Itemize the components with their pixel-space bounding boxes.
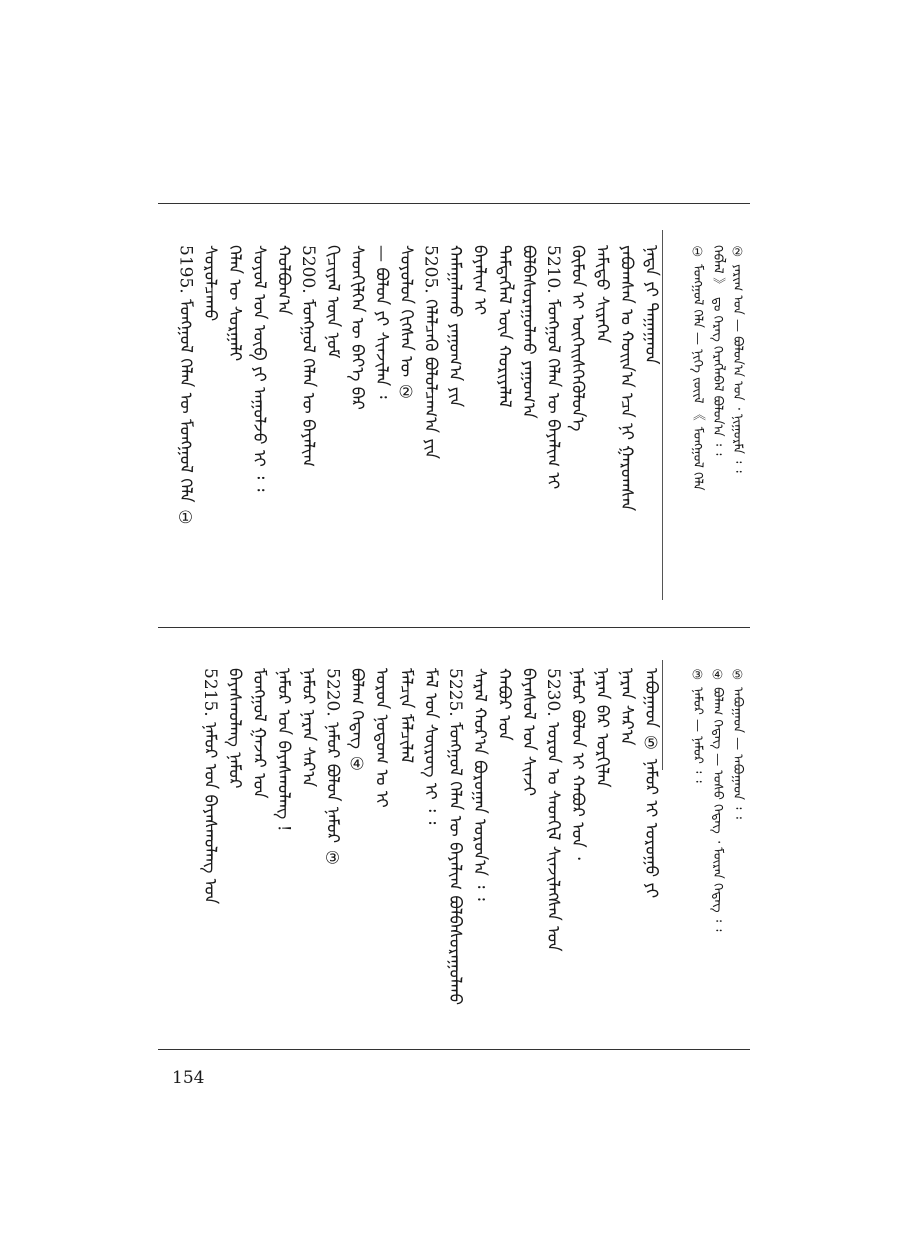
verse-line [420,668,442,824]
verse-line [224,245,246,361]
verse-line [444,245,466,407]
verse-line [175,245,197,528]
verse-line [224,668,246,789]
verse-line [591,668,613,788]
bottom-rule [158,1049,750,1050]
footnote-text: ③ ᠨᠠᠮᠤᠷ — ᠨᠠᠮᠤᠷ ᠄ ᠄ [690,668,705,783]
verse-text: ᠪᠤᠯᠠᠭ ᠭᠡᠳᠡᠭ ④ [347,668,367,775]
footnote-text: ② ᠶᠠᠷᠢᠭ ᠤᠨ — ᠪᠣᠯᠤᠨ᠎ᠠ ᠤᠨ ᠂ ᠨᠢᠭᠤᠷᠮᠠ ᠄ ᠄ [730,245,745,473]
verse-line [518,668,540,796]
verse-text: ᠮᠣᠩᠭᠣᠯ ᠬᠡᠯᠡᠨ ᠦ ᠪᠠᠶᠠᠯᠢᠭ ᠢ [543,299,563,490]
verse-line [542,668,564,952]
verse-line [469,245,491,315]
verse-text: ᠰᠣᠶᠣᠯ ᠤᠨ ᠦᠪ ᠶᠢ ᠠᠭᠤᠯᠵᠤ ᠢ ᠄ ᠄ [249,245,269,492]
verse-text: ᠪᠠᠶᠠᠰᠬᠤᠯᠠᠩ ᠨᠠᠮᠤᠷ [224,668,245,789]
verse-text: ᠬᠠᠮᠠᠭᠠᠯᠠᠬᠤ ᠶᠠᠭᠤᠭ᠎ᠠ ᠶᠢᠨ [445,245,465,408]
page-number: 154 [172,1068,205,1088]
verse-text: ᠠᠮᠢᠳᠤ ᠰᠢᠷᠡᠭᠡᠨ [592,245,612,344]
line-number: 5230. [543,668,563,723]
verse-line [322,668,344,869]
verse-text: ᠮᠣᠩᠭᠣᠯ ᠬᠡᠯᠡᠨ ᠦ ᠪᠠᠶᠠᠯᠢᠭ ᠪᠣᠯᠪᠠᠰᠤᠷᠠᠭᠤᠯᠬᠤ [445,722,465,1006]
line-number: 5220. [322,668,343,723]
verse-text: ᠨᠠᠮᠤᠷ ᠤᠨ ᠪᠠᠶᠠᠰᠬᠤᠯᠠᠩ ᠤᠨ [200,722,220,905]
verse-line [640,668,662,898]
verse-line [616,668,638,746]
line-number: 5205. [420,245,441,300]
verse-line [322,245,344,358]
verse-text: ᠨᠠᠮᠤᠷ ᠪᠣᠯᠤᠨ ᠢ ᠬᠠᠪᠤᠷ ᠤᠨ ᠂ [567,668,588,860]
verse-text: ᠨᠠᠮᠤᠷ ᠨᠠᠷᠠᠨ ᠰᠠᠷ᠎ᠠ [298,668,318,788]
verse-line [297,668,319,787]
verse-line [567,245,589,431]
verse-text: ᠬᠢᠴᠢᠶᠡᠯ ᠦᠨ ᠨᠣᠮ [322,245,343,359]
verse-text: ᠮᠠᠯ ᠤᠨ ᠰᠦᠷᠦᠭ ᠢ ᠄ ᠄ [420,668,441,825]
verse-text: ᠶᠠᠪᠤᠭᠰᠠᠨ ᠤ ᠬᠣᠢᠨ᠎ᠠ ᠡᠴᠡ ᠨᠢ ᠭᠠᠷᠤᠭᠰᠠᠨ [616,245,637,512]
verse-text: ᠮᠠᠯᠴᠢᠨ ᠮᠠᠯᠴᠢᠯᠠᠯ [396,668,416,764]
line-number: 5200. [298,245,318,300]
footnote-text: ⑤ ᠠᠪᠤᠭᠠᠳ — ᠠᠪᠤᠭᠠᠳ ᠄ ᠄ [730,668,745,819]
line-number: 5215. [200,668,220,723]
verse-line [469,668,491,901]
footnote-separator-upper [662,230,663,600]
footnote-text: ① ᠮᠣᠩᠭᠣᠯ ᠬᠡᠯᠡ — ᠨᠢᠭᠡ ᠵᠦᠢᠯ 《 ᠮᠣᠩᠭᠣᠯ ᠬᠡᠯᠡ [690,245,705,491]
verse-text: ᠪᠠᠶᠠᠯᠢᠭ ᠢ [469,245,490,316]
verse-text: ᠰᠣᠶᠣᠯᠤᠨ ᠬᠢᠭᠰᠡᠨ ᠦ ② [396,245,416,403]
middle-rule [158,627,750,628]
verse-line [395,668,417,763]
footnote [686,668,708,783]
verse-text: ᠠᠪᠤᠭᠠᠳ ⑤ ᠨᠠᠮᠤᠷ ᠢ ᠤᠷᠤᠭᠤ ᠶᠢ [641,668,661,899]
verse-text: ᠰᠠᠷᠠᠯ ᠬᠤᠷ᠎ᠠ ᠪᠣᠷᠤᠭᠠᠨ ᠤᠷᠤᠨ᠎ᠠ ᠄ ᠄ [469,668,490,901]
verse-line [420,245,442,459]
verse-line [248,668,270,799]
verse-line [297,245,319,467]
verse-text: ᠬᠣᠯᠪᠣᠭ᠎ᠠ [273,245,294,316]
verse-text: ᠮᠣᠩᠭᠣᠯ ᠭᠠᠵᠠᠷ ᠤᠨ [249,668,269,799]
verse-line [567,668,589,860]
verse-text: ᠣᠷᠣᠨ ᠨᠤᠲᠤᠭ ᠤ ᠢ [371,668,392,808]
verse-text: ᠬᠦᠮᠦᠨ ᠢ ᠦᠭᠡᠢᠰᠭᠡᠭᠦᠯᠦᠨ᠎ᠡ [567,245,588,432]
line-number: 5195. [175,245,196,300]
verse-text: ᠪᠠᠶᠠᠰᠤᠯ ᠤᠨ ᠰᠢᠨᠵᠢ [518,668,539,797]
verse-text: ᠬᠠᠪᠤᠷ ᠤᠨ [494,668,514,741]
verse-line [640,245,662,365]
verse-text: ᠣᠷᠣᠨ ᠤ ᠰᠡᠳᠬᠢᠯ ᠰᠢᠨᠵᠢᠯᠡᠭᠰᠡᠨ ᠤᠨ [543,722,563,952]
verse-text: ᠰᠡᠳᠬᠢᠯᠭᠡᠨ ᠦ ᠪᠡᠶ᠎ᠡ ᠪᠠᠷ [347,245,367,410]
verse-text: ᠨᠠᠮᠤᠷ ᠪᠣᠯᠤᠨ ᠨᠠᠮᠤᠷ ③ [322,722,343,869]
verse-text: ᠮᠣᠩᠭᠣᠯ ᠬᠡᠯᠡᠨ ᠦ ᠮᠣᠩᠭᠣᠯ ᠬᠡᠯᠡ ① [175,299,196,528]
verse-line [273,245,295,315]
verse-line [518,245,540,419]
verse-text: ᠬᠡᠯᠡᠯᠴᠡᠬᠦ ᠪᠣᠯᠤᠯᠴᠠᠭ᠎ᠠ ᠶᠢᠨ [420,299,441,459]
verse-line [616,245,638,511]
footnote [706,668,728,931]
verse-text: ᠮᠣᠩᠭᠣᠯ ᠬᠡᠯᠡᠨ ᠦ ᠪᠠᠶᠠᠯᠢᠭ [298,299,318,467]
footnote-separator-lower [662,660,663,770]
verse-text: — ᠪᠣᠯᠤᠨ ᠶᠢ ᠰᠢᠨᠵᠢᠯᠡᠨ ᠄ [371,245,392,399]
verse-line [199,668,221,904]
line-number: 5210. [543,245,563,300]
verse-line [395,245,417,403]
verse-line [542,245,564,489]
footnote [726,245,748,473]
verse-line [346,668,368,774]
verse-text: ᠰᠤᠷᠤᠯᠴᠠᠬᠤ [200,245,220,322]
verse-line [444,668,466,1005]
top-rule [158,203,750,204]
verse-line [371,245,393,398]
verse-line [273,668,295,832]
verse-text: ᠲᠡᠮᠳᠡᠭᠯᠡᠯ ᠦᠨ ᠬᠣᠷᠢᠶᠠᠯᠠᠯ [494,245,514,408]
verse-line [199,245,221,321]
verse-line [493,668,515,741]
footnote [726,668,748,819]
verse-text: ᠨᠠᠷᠠᠨ ᠰᠠᠷ᠎ᠠ [616,668,637,746]
footnote [706,245,728,455]
verse-text: ᠨᠠᠳᠠ ᠶᠢ ᠳᠠᠭᠠᠭᠠᠳ [641,245,661,365]
verse-line [591,245,613,343]
verse-text: ᠨᠠᠷᠠᠨ ᠪᠠᠷ ᠤᠷᠬᠢᠯᠠᠨ [592,668,612,788]
verse-text: ᠪᠣᠯᠪᠠᠰᠤᠷᠠᠭᠤᠯᠬᠤ ᠶᠠᠭᠤᠭ᠎ᠠ [518,245,539,419]
footnote-text: ᠬᠡᠪᠯᠡᠯ 》 ᠳᠤ ᠬᠡᠷᠡᠭ ᠬᠡᠷᠡᠭᠯᠡᠪᠡᠯ ᠪᠣᠯᠤᠨ᠎ᠠ ᠄ ᠄ [710,245,725,456]
verse-line [346,245,368,410]
footnote-text: ④ ᠪᠤᠯᠠᠭ ᠭᠡᠳᠡᠭ — ᠤᠰᠤ ᠭᠡᠳᠡᠭ ᠂ ᠮᠥᠷᠡᠨ ᠭᠡᠳᠡᠭ ᠄ ᠄ [710,668,725,932]
verse-line [248,245,270,491]
verse-line [371,668,393,808]
verse-text: ᠨᠠᠮᠤᠷ ᠤᠨ ᠪᠠᠶᠠᠰᠬᠤᠯᠠᠩ ! [273,668,294,832]
footnote [686,245,708,491]
verse-text: ᠬᠡᠯᠡᠨ ᠦ ᠰᠤᠷᠭᠠᠯᠢ [224,245,245,362]
line-number: 5225. [445,668,465,723]
verse-line [493,245,515,408]
